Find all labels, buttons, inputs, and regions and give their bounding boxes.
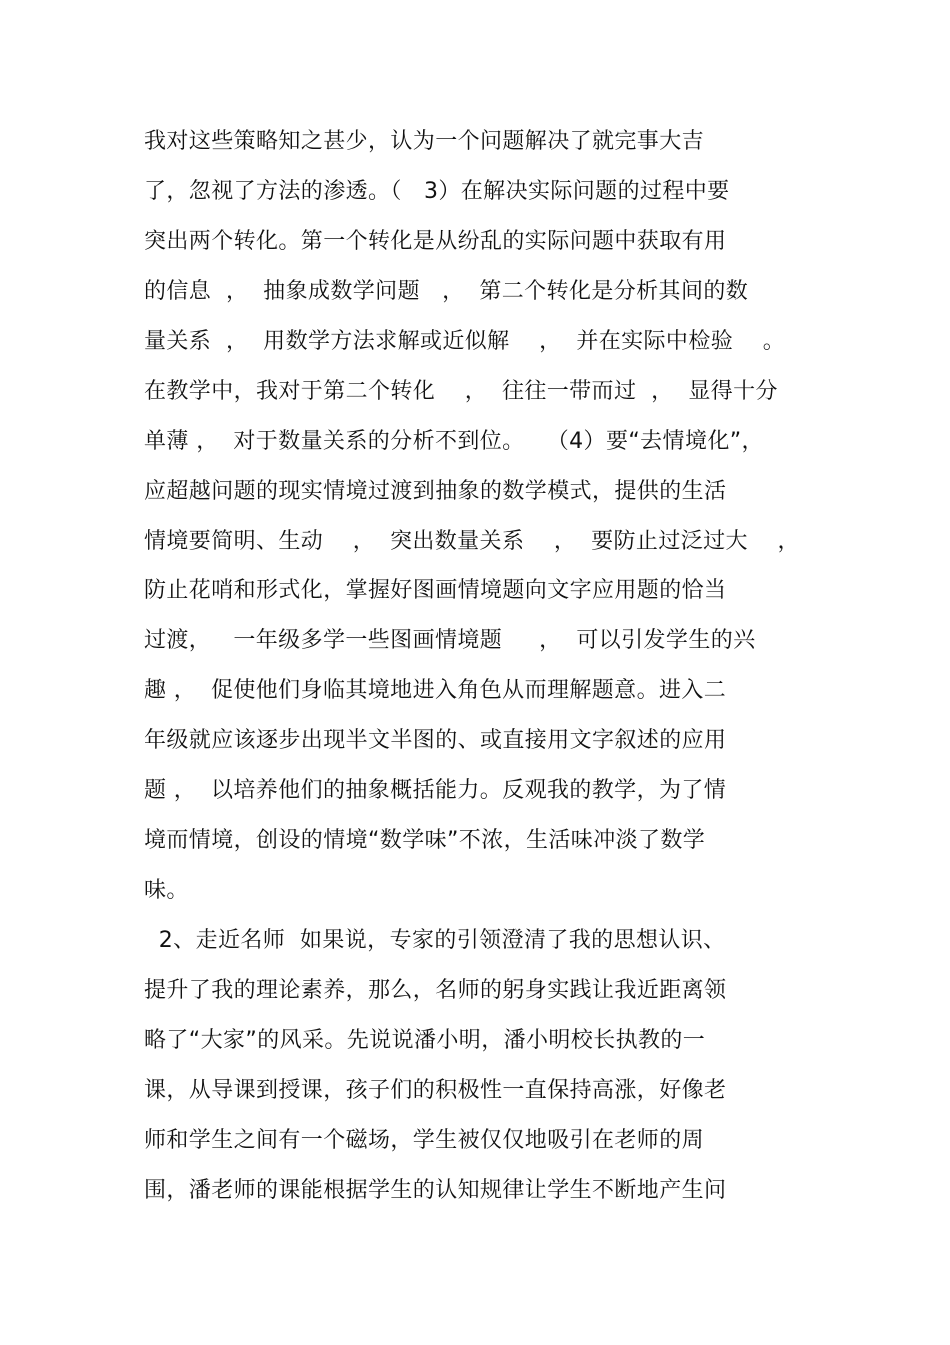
text-line: 师和学生之间有一个磁场，学生被仅仅地吸引在老师的周 [144,1128,705,1153]
text-line: 课，从导课到授课，孩子们的积极性一直保持高涨，好像老 [144,1078,727,1103]
text-line: 过渡， 一年级多学一些图画情境题 ， 可以引发学生的兴 [144,628,756,653]
text-line: 我对这些策略知之甚少，认为一个问题解决了就完事大吉 [144,129,705,154]
text-line: 年级就应该逐步出现半文半图的、或直接用文字叙述的应用 [144,728,727,753]
text-line: 围，潘老师的课能根据学生的认知规律让学生不断地产生问 [144,1178,727,1203]
text-line: 情境要简明、生动 ， 突出数量关系 ， 要防止过泛过大 ， [144,529,800,554]
text-line: 趣 ， 促使他们身临其境地进入角色从而理解题意。进入二 [144,678,727,703]
text-line: 的信息 ， 抽象成数学问题 ， 第二个转化是分析其间的数 [144,279,749,304]
text-line: 突出两个转化。第一个转化是从纷乱的实际问题中获取有用 [144,229,727,254]
text-line: 量关系 ， 用数学方法求解或近似解 ， 并在实际中检验 。 [144,329,786,354]
text-line: 了，忽视了方法的渗透。（ 3）在解决实际问题的过程中要 [144,179,730,204]
text-line: 略了“大家”的风采。先说说潘小明，潘小明校长执教的一 [144,1028,706,1053]
text-line: 应超越问题的现实情境过渡到抽象的数学模式，提供的生活 [144,479,727,504]
text-line: 在教学中，我对于第二个转化 ， 往往一带而过 ， 显得十分 [144,379,778,404]
text-line: 境而情境，创设的情境“数学味”不浓，生活味冲淡了数学 [144,828,706,853]
text-line: 单薄 ， 对于数量关系的分析不到位。 （4）要“去情境化”， [144,429,764,454]
text-line: 提升了我的理论素养，那么，名师的躬身实践让我近距离领 [144,978,727,1003]
text-line: 防止花哨和形式化，掌握好图画情境题向文字应用题的恰当 [144,578,727,603]
text-line: 味。 [144,878,189,903]
text-line: 2、走近名师 如果说，专家的引领澄清了我的思想认识、 [144,928,726,953]
text-line: 题 ， 以培养他们的抽象概括能力。反观我的教学，为了情 [144,778,727,803]
